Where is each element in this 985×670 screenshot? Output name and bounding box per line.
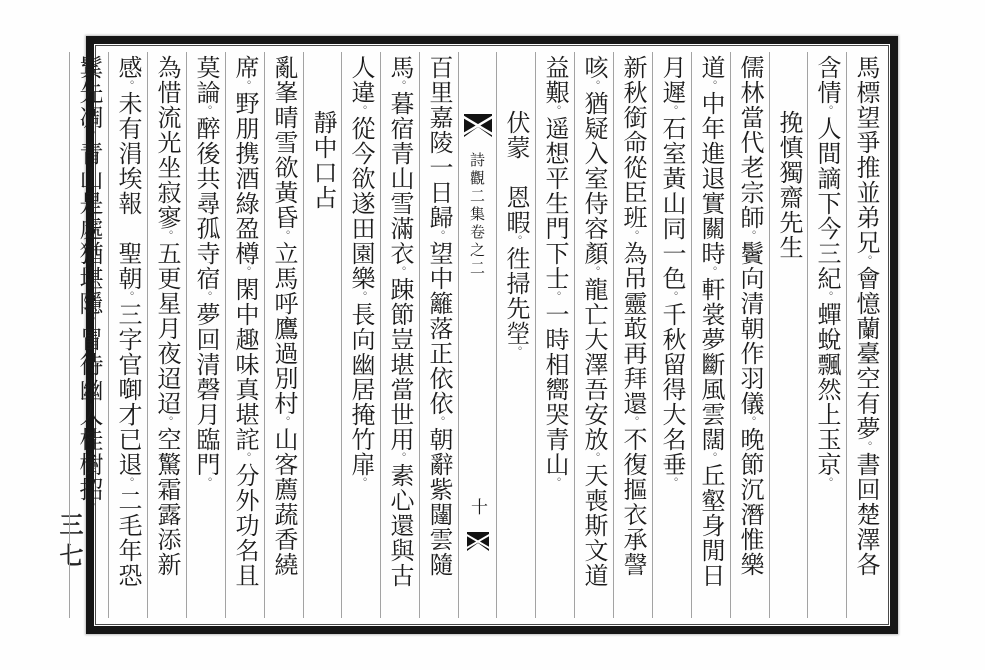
poem-text-column: 人違。從今欲遂田園樂。長向幽居掩竹扉。 <box>341 52 380 618</box>
poem-text-column: 鬂先凋。青山是處猶堪隱。冒待幽人桂樹招。 <box>69 52 108 618</box>
poem-text-column: 馬。暮宿青山雪滿衣。踈節豈堪當世用。素心還與古 <box>380 52 419 618</box>
poem-title-column: 伏蒙 恩暇。徃掃先塋。 <box>496 52 535 618</box>
poem-text-column: 感。未有涓埃報 聖朝。三字官啣才已退。二毛年恐 <box>108 52 147 618</box>
fish-tail-upper-icon <box>464 114 492 138</box>
poem-title-column: 靜中口占 <box>303 52 341 618</box>
banxin-leaf-number: 十 <box>467 498 487 515</box>
poem-text-column: 馬標望爭推並弟兄。會憶蘭臺空有夢。書回楚澤各 <box>846 52 885 618</box>
poem-text-column: 咳。猶疑入室侍容顏。龍亡大澤吾安放。天喪斯文道 <box>574 52 613 618</box>
poem-text-column: 益艱。遥想平生門下士。一時相嚮哭青山。 <box>535 52 574 618</box>
poem-text-column: 席。野朋携酒綠盈樽。閑中趣味真堪詫。分外功名且 <box>225 52 264 618</box>
print-frame <box>75 36 898 634</box>
poem-text-column: 含情。人間謫下今三紀。蟬蛻飄然上玉京。 <box>807 52 846 618</box>
poem-text-column: 道。中年進退實關時。軒裳夢斷風雲闊。丘壑身閒日 <box>691 52 730 618</box>
poem-title-column: 挽慎獨齋先生 <box>769 52 807 618</box>
banxin-column <box>458 52 496 618</box>
banxin-book-title: 詩觀二集卷之二 <box>468 152 486 278</box>
poem-text-column: 月遲。石室黃山同一色。千秋留得大名垂。 <box>652 52 691 618</box>
poem-text-column: 儒林當代老宗師。鬢向清朝作羽儀。晚節沉潛惟樂 <box>730 52 769 618</box>
folio-number: 三七 <box>55 512 84 574</box>
text-block <box>75 52 885 618</box>
fish-tail-lower-icon <box>467 532 489 552</box>
poem-text-column: 新秋銜命從臣班。為吊靈菆再拜還。不復摳衣承謦 <box>613 52 652 618</box>
poem-text-column: 為惜流光坐寂寥。五更星月夜迢迢。空驚霜露添新 <box>147 52 186 618</box>
poem-text-column: 百里嘉陵一日歸。望中籬落正依依。朝辭紫闥雲隨 <box>419 52 458 618</box>
poem-text-column: 莫論。醉後共尋孤寺宿。夢回清磬月臨門。 <box>186 52 225 618</box>
poem-text-column: 亂峯晴雪欲黃昏。立馬呼鷹過別村。山客薦蔬香繞 <box>264 52 303 618</box>
